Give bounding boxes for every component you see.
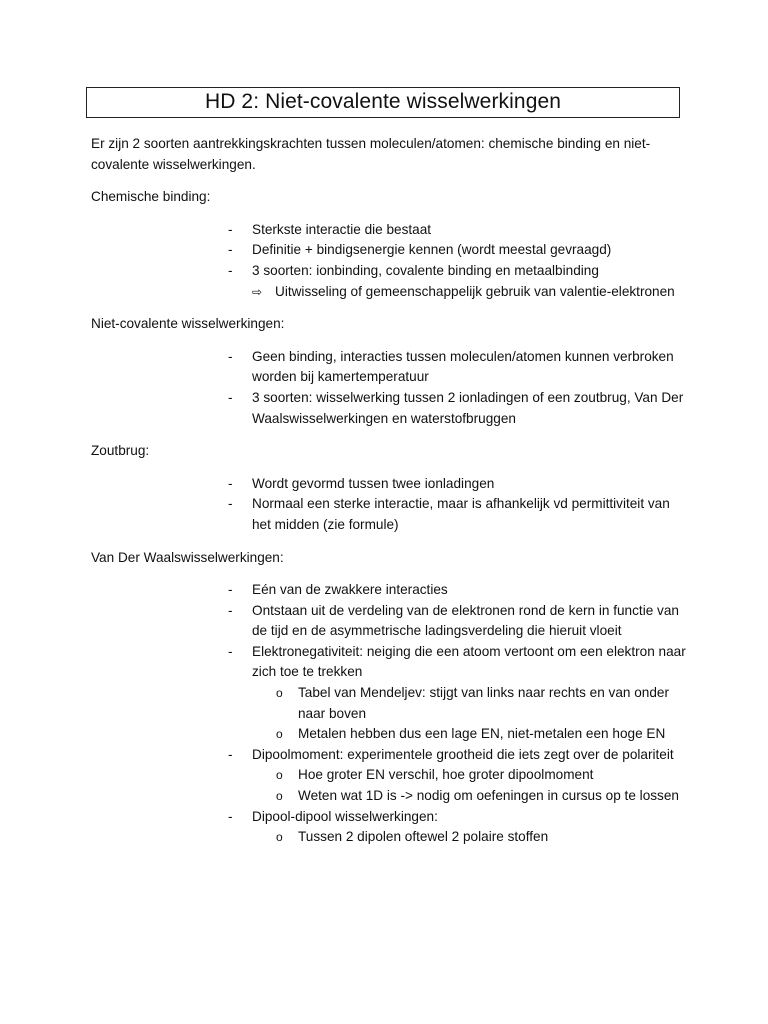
- dash-bullet: -: [228, 262, 233, 278]
- sub-list-item: [252, 765, 691, 786]
- list-item-text: Definitie + bindigsenergie kennen (wordt meestal gevraagd): [252, 242, 612, 258]
- sub-list-item-text: Weten wat 1D is -> nodig om oefeningen in cursus op te lossen: [298, 788, 679, 804]
- list-item-text: 3 soorten: ionbinding, covalente binding en metaalbinding: [252, 262, 599, 278]
- sub-list-item-text: Metalen hebben dus een lage EN, niet-metalen een hoge EN: [298, 726, 666, 742]
- section-heading-zoutbrug: Zoutbrug:: [91, 443, 150, 459]
- dash-bullet: -: [228, 475, 233, 491]
- section-heading-van-der-waals: Van Der Waalswisselwerkingen:: [91, 549, 284, 565]
- sub-list: [252, 827, 691, 848]
- list-item: [91, 240, 691, 261]
- section-heading-chemische-binding: Chemische binding:: [91, 189, 211, 205]
- dash-bullet: -: [228, 808, 233, 824]
- list-item-text: Elektronegativiteit: neiging die een atoom vertoont om een elektron naar zich toe te trekken: [252, 643, 686, 680]
- dash-bullet: -: [228, 242, 233, 258]
- arrow-right-icon: ⇨: [252, 284, 263, 299]
- dash-bullet: -: [228, 746, 233, 762]
- list-item: [91, 220, 691, 241]
- dash-bullet: -: [228, 389, 233, 405]
- dash-bullet: -: [228, 348, 233, 364]
- sub-list-item: [252, 724, 691, 745]
- list-item: [91, 261, 691, 302]
- dash-bullet: -: [228, 643, 233, 659]
- circle-bullet: o: [276, 727, 283, 742]
- dash-bullet: -: [228, 582, 233, 598]
- dash-bullet: -: [228, 602, 233, 618]
- list-item-text: Eén van de zwakkere interacties: [252, 582, 448, 598]
- list-item: [91, 642, 691, 745]
- circle-bullet: o: [276, 686, 283, 701]
- list-item: [91, 474, 691, 495]
- list-item-text: Sterkste interactie die bestaat: [252, 221, 432, 237]
- list-zoutbrug: [91, 474, 691, 536]
- sub-list: [252, 765, 691, 806]
- sub-list-item-text: Hoe groter EN verschil, hoe groter dipoolmoment: [298, 767, 594, 783]
- dash-bullet: -: [228, 496, 233, 512]
- sub-list-item-text: Tussen 2 dipolen oftewel 2 polaire stoffen: [298, 829, 549, 845]
- circle-bullet: o: [276, 789, 283, 804]
- list-chemische-binding: [91, 220, 691, 302]
- list-item-text: Normaal een sterke interactie, maar is afhankelijk vd permittiviteit van het midden (zie formule): [252, 496, 670, 532]
- list-item-text: 3 soorten: wisselwerking tussen 2 ionladingen of een zoutbrug, Van Der Waalswisselwerkingen en waterstofbruggen: [252, 389, 684, 426]
- list-item-text: Geen binding, interacties tussen moleculen/atomen kunnen verbroken worden bij kamertemperatuur: [252, 348, 674, 385]
- sub-list: [252, 683, 691, 745]
- list-item-text: Ontstaan uit de verdeling van de elektronen rond de kern in functie van de tijd en de asymmetrische ladingsverdeling die hieruit vloeit: [252, 602, 679, 639]
- list-item: [91, 494, 691, 535]
- title-box: [86, 87, 680, 118]
- sub-list-item: [252, 683, 691, 724]
- list-item: [91, 388, 691, 429]
- circle-bullet: o: [276, 830, 283, 845]
- list-van-der-waals: [91, 580, 691, 848]
- list-item: [91, 807, 691, 848]
- list-item-text: Wordt gevormd tussen twee ionladingen: [252, 475, 495, 491]
- list-item-text: Dipool-dipool wisselwerkingen:: [252, 808, 438, 824]
- dash-bullet: -: [228, 221, 233, 237]
- circle-bullet: o: [276, 768, 283, 783]
- intro-paragraph: Er zijn 2 soorten aantrekkingskrachten tussen moleculen/atomen: chemische binding en niet-covalente wisselwerkingen.: [91, 136, 651, 172]
- sub-list-item-text: Tabel van Mendeljev: stijgt van links naar rechts en van onder naar boven: [298, 685, 670, 721]
- list-item: [91, 601, 691, 642]
- sub-list-item: [252, 786, 691, 807]
- sub-list-item: [252, 827, 691, 848]
- page-title: HD 2: Niet-covalente wisselwerkingen: [204, 90, 562, 114]
- list-item: [91, 745, 691, 807]
- arrow-list-item: [252, 282, 691, 303]
- list-item: [91, 347, 691, 388]
- arrow-list-item-text: Uitwisseling of gemeenschappelijk gebruik van valentie-elektronen: [275, 283, 675, 299]
- list-item-text: Dipoolmoment: experimentele grootheid die iets zegt over de polariteit: [252, 746, 674, 762]
- section-heading-niet-covalente: Niet-covalente wisselwerkingen:: [91, 316, 285, 332]
- list-item: [91, 580, 691, 601]
- document-body: [91, 134, 691, 860]
- list-niet-covalente: [91, 347, 691, 429]
- arrow-list: [252, 282, 691, 303]
